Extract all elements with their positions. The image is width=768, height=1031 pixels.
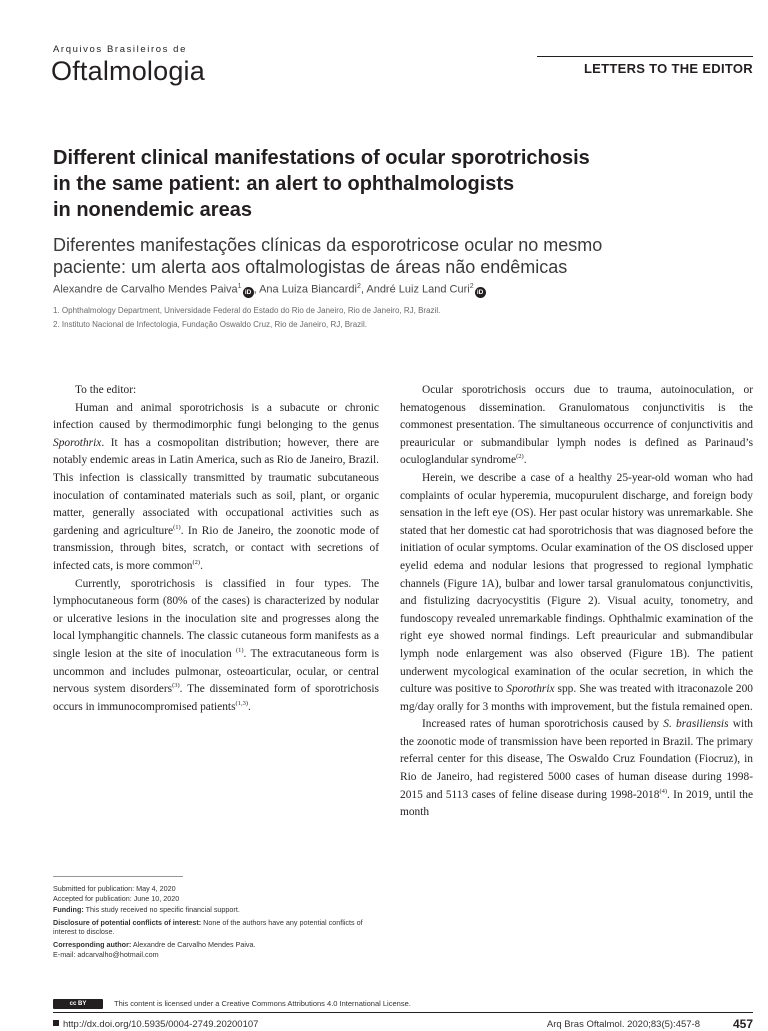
affiliation: 2. Instituto Nacional de Infectologia, Fundação Oswaldo Cruz, Rio de Janeiro, RJ, Brazil. — [53, 320, 367, 329]
reference-marker: (1) — [235, 647, 244, 655]
footnote-accepted: Accepted for publication: June 10, 2020 — [53, 894, 180, 903]
reference-marker: (1,3) — [235, 699, 249, 707]
journal-citation: Arq Bras Oftalmol. 2020;83(5):457-8 — [546, 1019, 700, 1030]
text-run: . — [523, 454, 527, 467]
title-line: in nonendemic areas — [53, 199, 252, 221]
journal-top-label: Arquivos Brasileiros de — [53, 44, 187, 55]
body-column-right — [400, 382, 753, 822]
reference-marker: (2) — [516, 453, 524, 461]
article-subtitle — [53, 234, 743, 278]
footnote-corresponding — [53, 940, 383, 949]
author-affiliation-ref: 2 — [356, 283, 361, 290]
text-run: Herein, we describe a case of a healthy 25-year-old woman who had complaints of ocular hyperemia, mucopurulent discharge, and foreign body sensation in the left eye (OS). Her past ocular history was unremarkable. She stated that her domestic cat had sporotrichosis that was diagnosed before the initiation of ocular symptoms. Ocular examination of the OS disclosed upper eyelid edema and nodular lesions that progressed to regional lymphatic channels (Figure 1A), bulbar and lower tarsal granulomatous conjunctivitis, and fistulizing dacryocystitis (Figure 2). Visual acuity, tonometry, and fundoscopy revealed unremarkable findings. Ophthalmic examination of the right eye showed normal findings. Left preauricular and submandibular lymph node enlargement was also observed (Figure 1B). The patient underwent mycological examination of the ocular secretion, in which the culture was positive to — [400, 471, 753, 696]
footnote-email[interactable]: E-mail: adcarvalho@hotmail.com — [53, 950, 159, 959]
body-paragraph — [53, 576, 379, 717]
text-run: Increased rates of human sporotrichosis caused by — [422, 718, 664, 731]
footnote-label: Disclosure of potential conflicts of interest: — [53, 918, 202, 927]
species-name: S. brasiliensis — [663, 718, 729, 731]
cc-license-badge[interactable]: cc BY — [53, 999, 103, 1009]
text-run: . — [200, 559, 203, 572]
text-run: . In 2019, until the month — [400, 788, 753, 819]
page-number: 457 — [732, 1017, 753, 1031]
license-text: This content is licensed under a Creative Commons Attributions 4.0 International License. — [114, 999, 411, 1008]
section-label: LETTERS TO THE EDITOR — [583, 61, 753, 76]
article-title — [53, 145, 743, 223]
text-run: spp. She was treated with itraconazole 200 mg/day orally for 3 months with improvement, but the fistula remained open. — [400, 683, 753, 713]
author-name: Ana Luiza Biancardi — [259, 283, 357, 296]
text-run: . It has a cosmopolitan distribution; however, there are notably endemic areas in Latin America, such as Rio de Janeiro, Brazil. This infection is classically transmitted by traumatic subcutaneous inoculation of contaminated materials such as soil, plant, or organic matter, generally associated with occupational activities such as gardening and agriculture — [53, 436, 379, 537]
orcid-icon[interactable]: iD — [475, 287, 486, 298]
text-run: . — [248, 700, 251, 713]
body-column-left — [53, 382, 379, 716]
genus-name: Sporothrix — [53, 436, 102, 449]
footnote-text: None of the authors have any potential conflicts of interest to disclose. — [53, 918, 363, 937]
doi-text[interactable]: http://dx.doi.org/10.5935/0004-2749.20200107 — [63, 1019, 259, 1030]
footnote-submitted: Submitted for publication: May 4, 2020 — [53, 884, 176, 893]
footer-divider — [53, 1012, 753, 1013]
text-run: . The extracutaneous form is uncommon and includes pulmonar, osteoarticular, ocular, or central nervous system disorders — [53, 647, 379, 696]
reference-marker: (3) — [172, 682, 180, 690]
text-run: Human and animal sporotrichosis is a subacute or chronic infection caused by thermodimorphic fungi belonging to the genus — [53, 401, 379, 432]
text-run: . In Rio de Janeiro, the zoonotic mode of transmission, through bites, scratch, or contact with secretions of infected cats, is more common — [53, 524, 380, 572]
reference-marker: (1) — [173, 523, 181, 531]
author-affiliation-ref: 1 — [237, 283, 242, 290]
doi-link[interactable] — [53, 1019, 258, 1030]
journal-name: Oftalmologia — [51, 56, 205, 86]
title-line: Different clinical manifestations of ocular sporotrichosis — [53, 147, 590, 169]
salutation: To the editor: — [75, 384, 137, 396]
doi-bullet-icon — [53, 1020, 59, 1026]
affiliation: 1. Ophthalmology Department, Universidade Federal do Estado do Rio de Janeiro, Rio de Janeiro, RJ, Brazil. — [53, 306, 441, 315]
section-divider — [537, 56, 753, 57]
body-paragraph — [53, 400, 379, 576]
author-name: Alexandre de Carvalho Mendes Paiva — [53, 283, 238, 296]
text-run: with the zoonotic mode of transmission have been reported in Brazil. The primary referral center for this disease, The Oswaldo Cruz Foundation (Fiocruz), in Rio de Janeiro, had registered 5000 cases of human disease during 1998-2015 and 5113 cases of feline disease during 1998-2018 — [400, 718, 753, 801]
text-run: Ocular sporotrichosis occurs due to trauma, autoinoculation, or hematogenous dissemination. Granulomatous conjunctivitis is the commonest presentation. The simultaneous occurrence of conjunctivitis and preauricular or submandibular lymph nodes is defined as Parinaud’s oculoglandular syndrome — [400, 384, 753, 467]
footnote-divider — [53, 876, 183, 877]
author-name: André Luiz Land Curi — [366, 283, 470, 296]
author-affiliation-ref: 2 — [469, 283, 474, 290]
footnote-text: This study received no specific financial support. — [83, 905, 240, 914]
text-run: Currently, sporotrichosis is classified in four types. The lymphocutaneous form (80% of the cases) is characterized by nodular or ulcerative lesions in the inoculation site and progresses along the local lymphangitic channels. The classic cutaneous form manifests as a single lesion at the site of inoculation — [53, 577, 379, 660]
subtitle-line: paciente: um alerta aos oftalmologistas de áreas não endêmicas — [53, 257, 568, 277]
footnote-funding — [53, 905, 383, 914]
reference-marker: (2) — [192, 559, 201, 567]
genus-name: Sporothrix — [506, 683, 555, 696]
footnote-label: Funding: — [53, 905, 84, 914]
body-paragraph — [400, 716, 753, 822]
subtitle-line: Diferentes manifestações clínicas da esporotricose ocular no mesmo — [53, 235, 603, 255]
author-list: Alexandre de Carvalho Mendes Paiva$^1$iD , Ana Luiza Biancardi$^2$, André Luiz Land Curi$^2$iD — [53, 283, 743, 298]
footnote-disclosure — [53, 918, 383, 936]
footnote-text: Alexandre de Carvalho Mendes Paiva. — [131, 940, 256, 949]
title-line: in the same patient: an alert to ophthalmologists — [53, 173, 515, 195]
body-paragraph — [400, 382, 753, 470]
reference-marker: (4) — [659, 787, 668, 795]
footnote-label: Corresponding author: — [53, 940, 132, 949]
orcid-icon[interactable]: iD — [243, 287, 254, 298]
text-run: . The disseminated form of sporotrichosis occurs in immunocompromised patients — [53, 683, 379, 713]
body-paragraph — [400, 470, 753, 716]
